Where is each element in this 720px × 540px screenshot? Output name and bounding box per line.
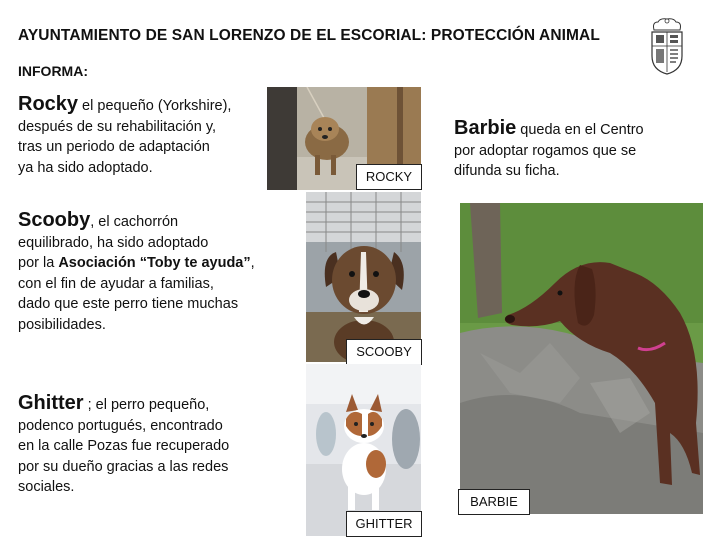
scooby-org: Asociación “Toby te ayuda” bbox=[58, 255, 251, 271]
scooby-photo-label: SCOOBY bbox=[346, 339, 422, 365]
ghitter-paragraph bbox=[18, 393, 229, 498]
rocky-photo-label: ROCKY bbox=[356, 164, 422, 190]
scooby-name: Scooby bbox=[18, 209, 91, 231]
barbie-paragraph bbox=[454, 118, 644, 182]
informa-heading: INFORMA: bbox=[18, 63, 88, 79]
scooby-photo bbox=[306, 192, 421, 362]
rocky-name: Rocky bbox=[18, 93, 79, 115]
barbie-name: Barbie bbox=[454, 117, 517, 139]
page-title: AYUNTAMIENTO DE SAN LORENZO DE EL ESCORIAL: PROTECCIÓN ANIMAL bbox=[18, 27, 600, 44]
barbie-photo bbox=[460, 203, 703, 514]
rocky-paragraph bbox=[18, 94, 231, 178]
ghitter-text: ; el perro pequeño, podenco portugués, encontrado en la calle Pozas fue recuperado por su dueño gracias a las redes sociales. bbox=[18, 397, 230, 495]
rocky-text: el pequeño (Yorkshire), después de su rehabilitación y, tras un periodo de adaptación ya ha sido adoptado. bbox=[18, 98, 232, 176]
ghitter-name: Ghitter bbox=[18, 392, 84, 414]
scooby-text-a: , el cachorrón equilibrado, ha sido adoptado por la bbox=[18, 214, 209, 271]
barbie-text: queda en el Centro por adoptar rogamos que se difunda su ficha. bbox=[454, 122, 644, 179]
ghitter-photo-label: GHITTER bbox=[346, 511, 422, 537]
scooby-paragraph bbox=[18, 210, 255, 335]
barbie-photo-label: BARBIE bbox=[458, 489, 530, 515]
scooby-text-b: , con el fin de ayudar a familias, dado que este perro tiene muchas posibilidades. bbox=[18, 255, 255, 333]
coat-of-arms-icon bbox=[646, 16, 688, 76]
